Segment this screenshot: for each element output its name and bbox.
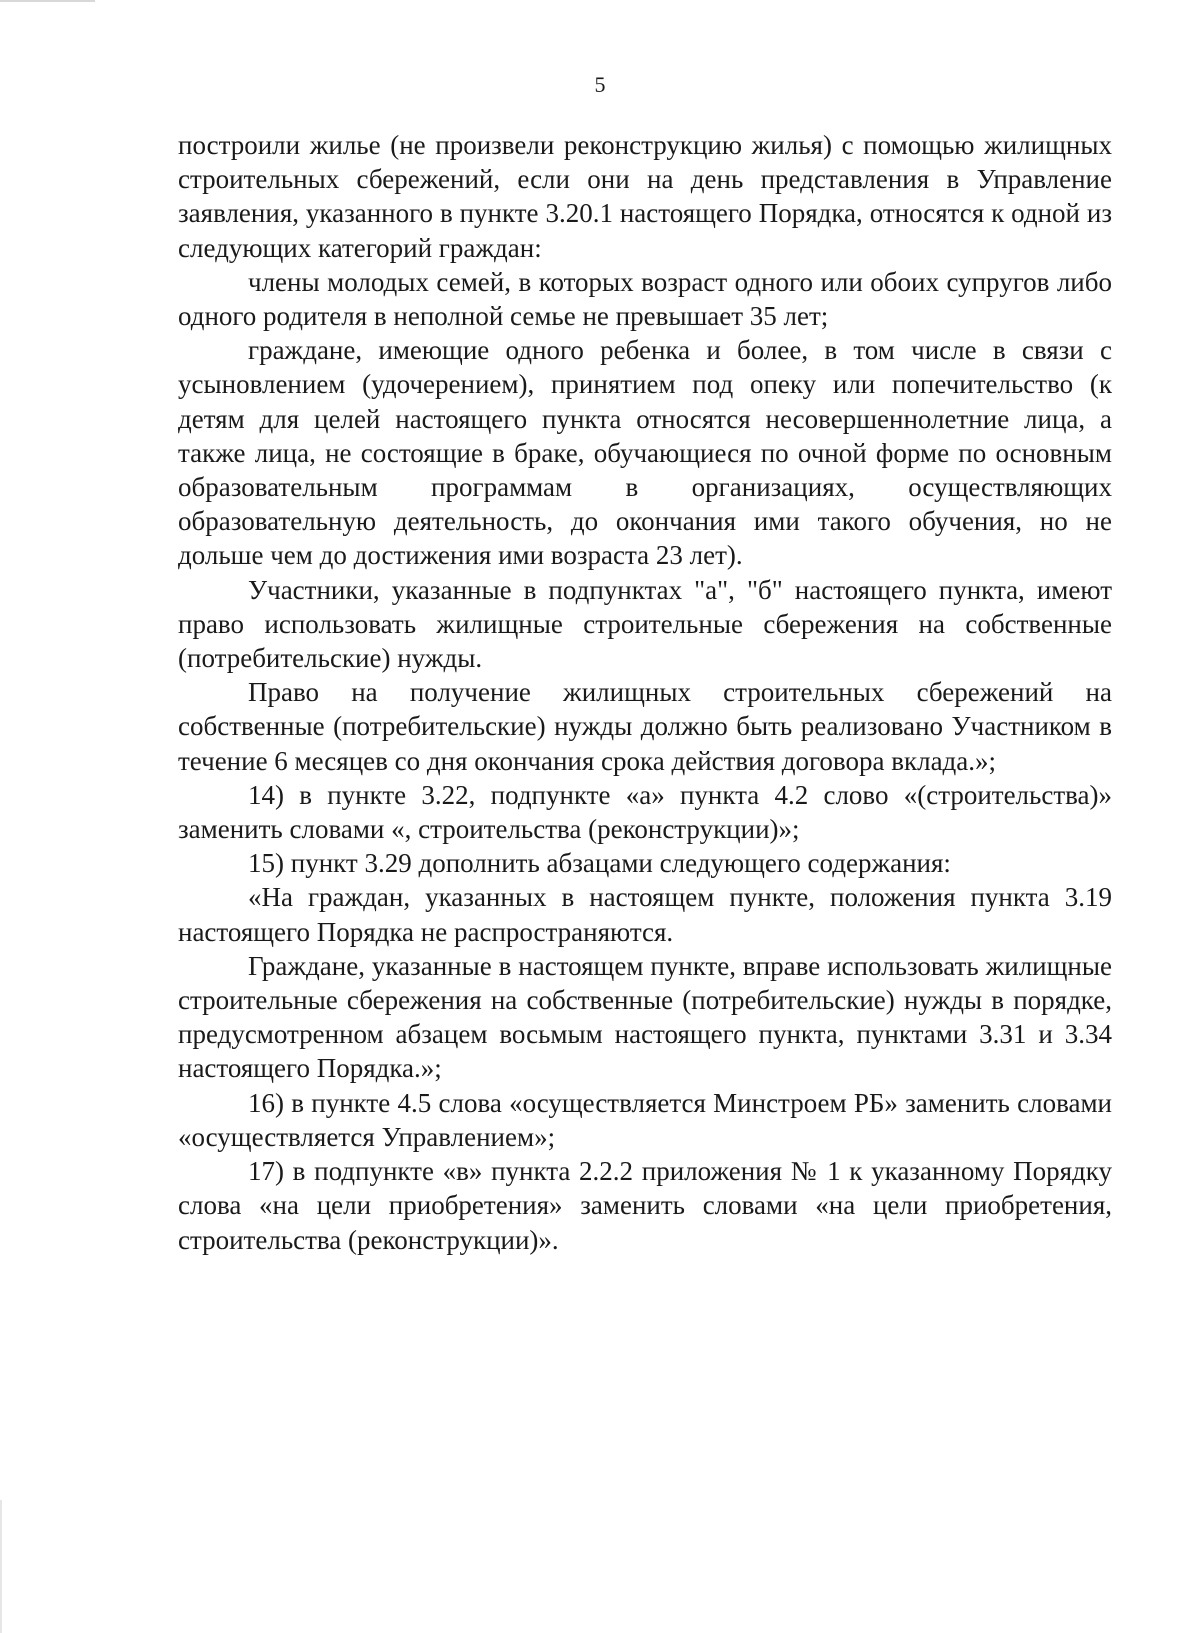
paragraph: члены молодых семей, в которых возраст одного или обоих супругов либо одного родителя в неполной семье не превышает 35 лет;	[178, 266, 1112, 332]
paragraph: «На граждан, указанных в настоящем пункте, положения пункта 3.19 настоящего Порядка не распространяются.	[178, 882, 1112, 947]
paragraph: 14) в пункте 3.22, подпункте «а» пункта 4.2 слово «(строительства)» заменить словами «, строительства (реконструкции)»;	[178, 779, 1112, 845]
page-number: 5	[594, 72, 606, 97]
scan-edge-mark	[0, 0, 95, 2]
paragraph: 17) в подпункте «в» пункта 2.2.2 приложения № 1 к указанному Порядку слова «на цели приобретения» заменить словами «на цели приобретения, строительства (реконструкции)».	[178, 1156, 1112, 1255]
paragraph: Граждане, указанные в настоящем пункте, вправе использовать жилищные строительные сбережения на собственные (потребительские) нужды в порядке, предусмотренном абзацем восьмым настоящего пункта, пунктами 3.31 и 3.34 настоящего Порядка.»;	[178, 950, 1112, 1084]
paragraph: Участники, указанные в подпунктах "а", "б" настоящего пункта, имеют право использовать жилищные строительные сбережения на собственные (потребительские) нужды.	[178, 574, 1112, 674]
paragraph: Право на получение жилищных строительных сбережений на собственные (потребительские) нужды должно быть реализовано Участником в течение 6 месяцев со дня окончания срока действия договора вклада.»;	[178, 677, 1112, 776]
paragraph: 16) в пункте 4.5 слова «осуществляется Минстроем РБ» заменить словами «осуществляется Управлением»;	[178, 1087, 1112, 1152]
paragraph: 15) пункт 3.29 дополнить абзацами следующего содержания:	[248, 848, 951, 879]
paragraph: построили жилье (не произвели реконструкцию жилья) с помощью жилищных строительных сбережений, если они на день представления в Управление заявления, указанного в пункте 3.20.1 настоящего Порядка, относятся к одной из следующих категорий граждан:	[178, 130, 1112, 263]
paragraph: граждане, имеющие одного ребенка и более, в том числе в связи с усыновлением (удочерением), принятием под опеку или попечительство (к детям для целей настоящего пункта относятся несовершеннолетние лица, а также лица, не состоящие в браке, обучающиеся по очной форме по основным образовательным программам в организациях, осуществляющих образовательную деятельность, до окончания ими такого обучения, но не дольше чем до достижения ими возраста 23 лет).	[178, 335, 1112, 571]
document-body	[178, 128, 1112, 1257]
scan-edge-mark	[0, 1500, 2, 1633]
